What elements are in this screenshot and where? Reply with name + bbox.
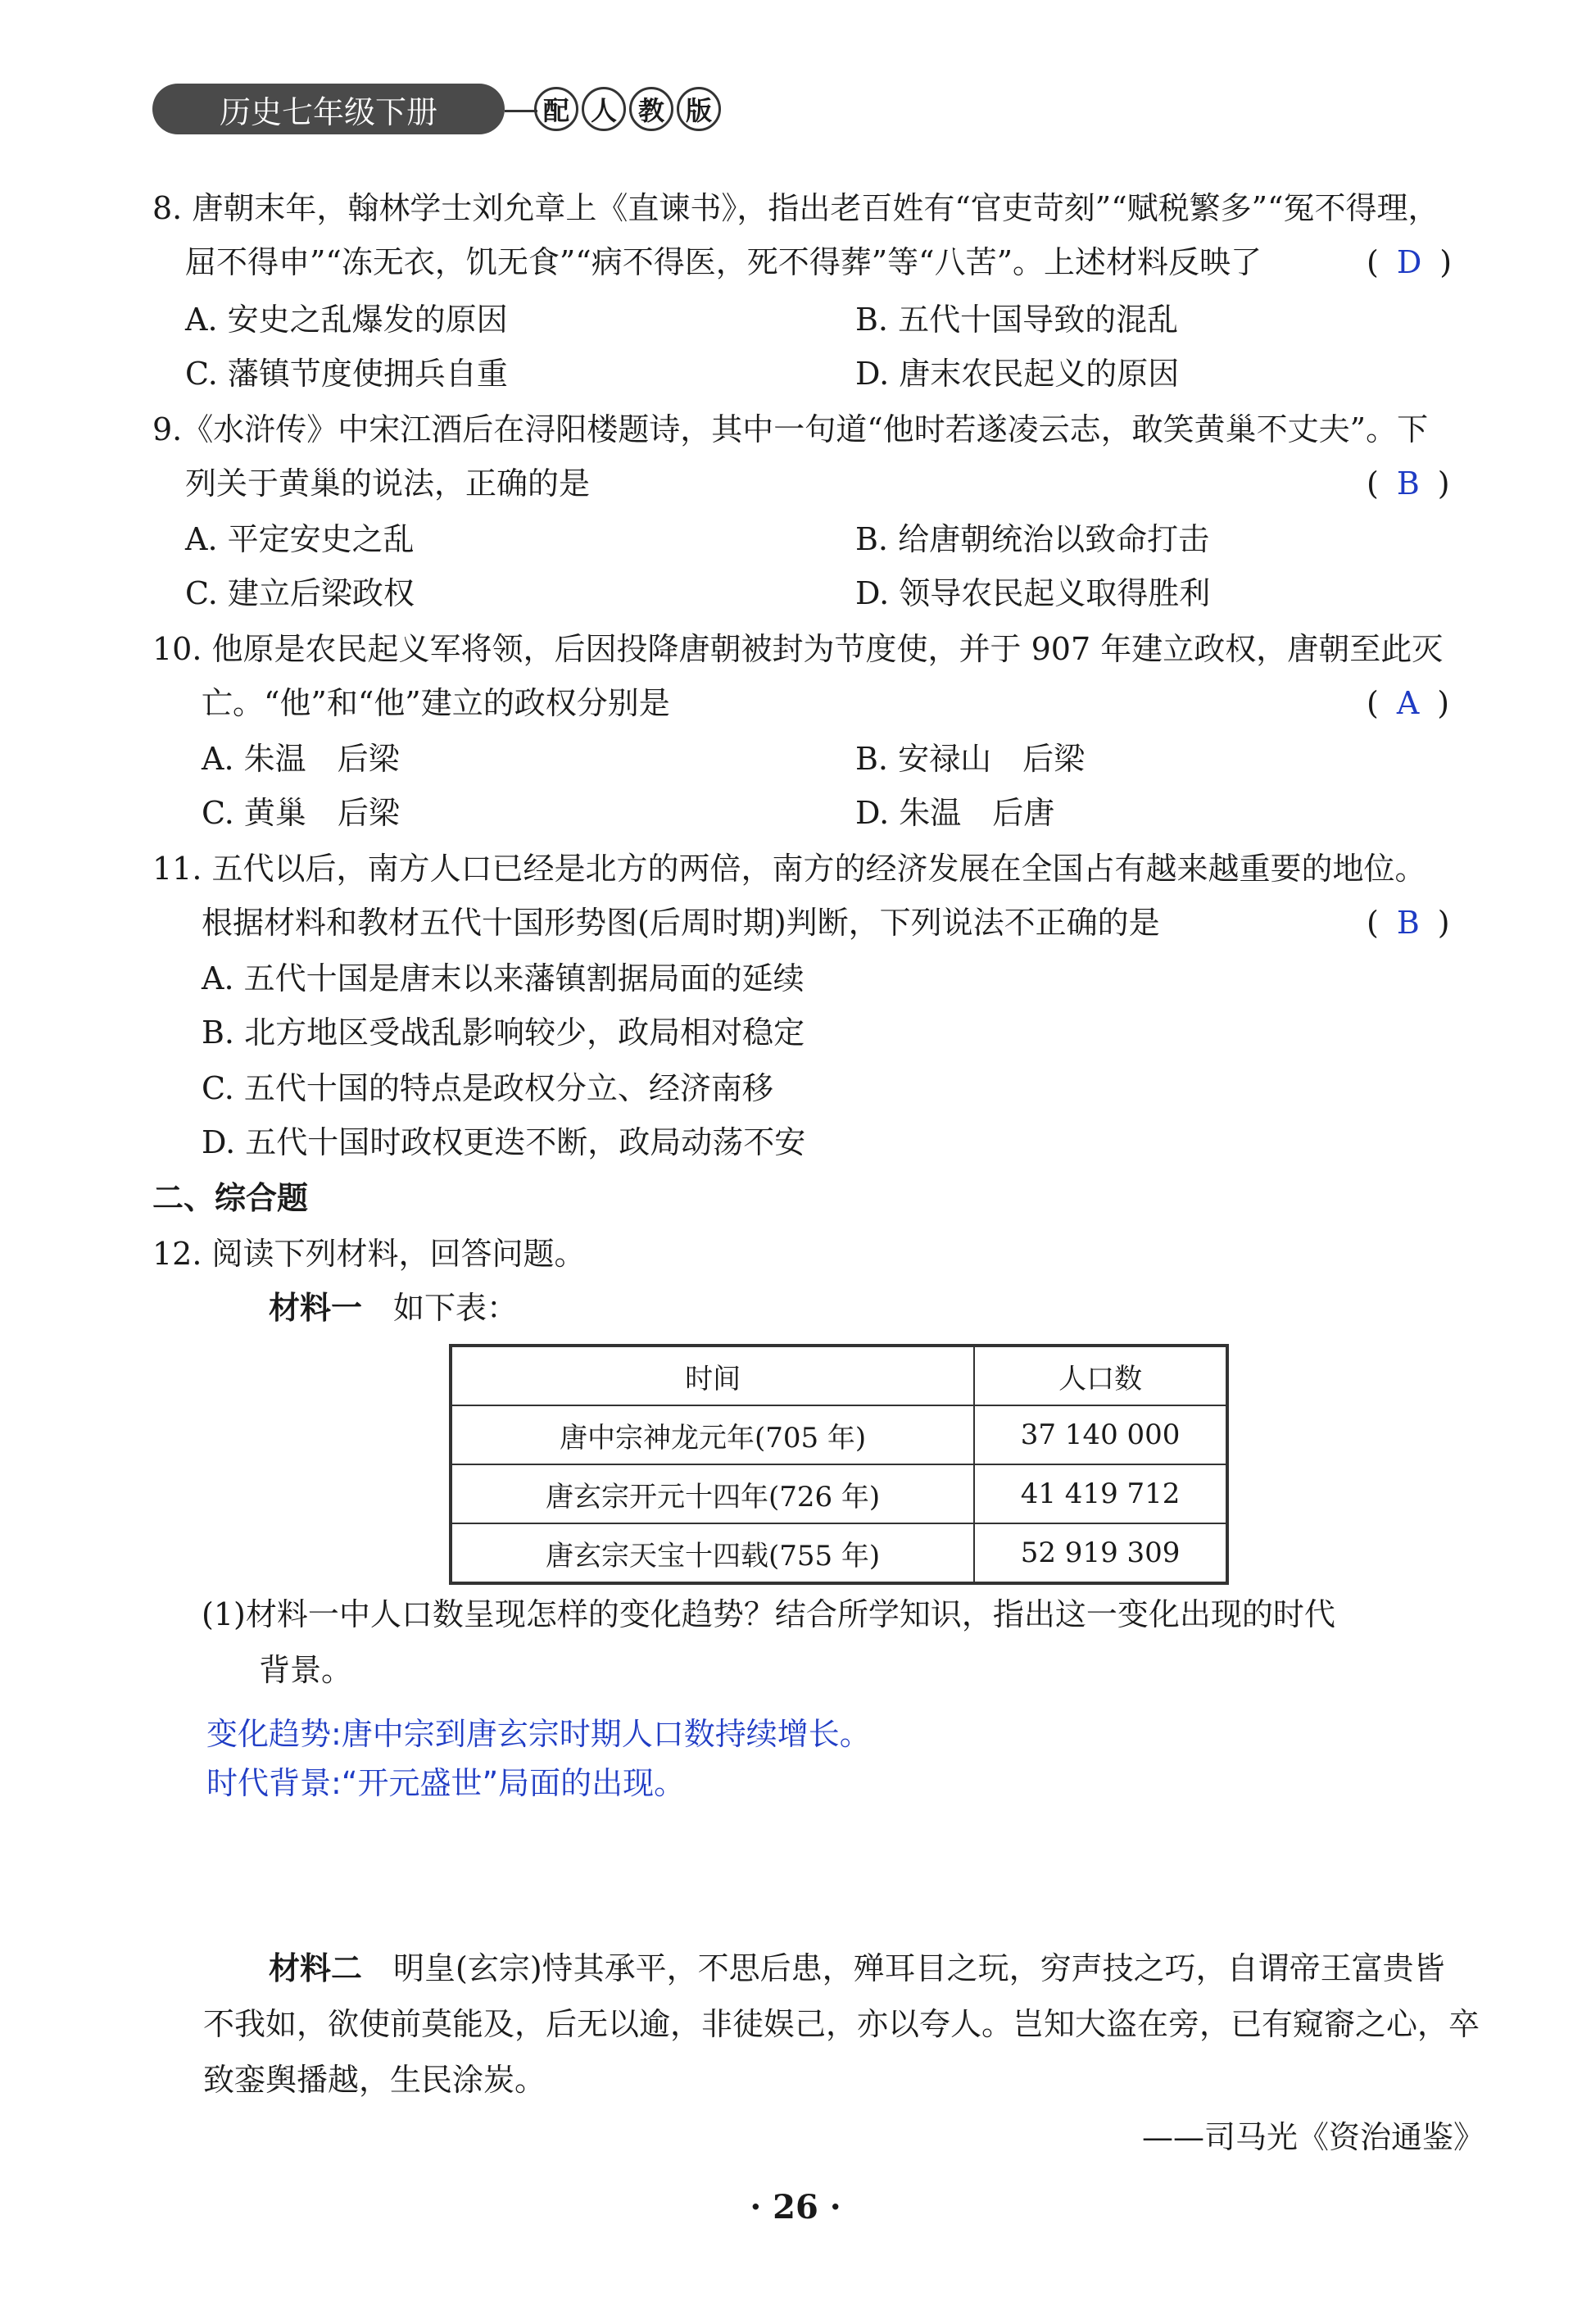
table-cell-population: 37 140 000 xyxy=(974,1405,1227,1464)
q8-option-d: D. 唐末农民起义的原因 xyxy=(855,356,1180,392)
q9-option-b: B. 给唐朝统治以致命打击 xyxy=(855,521,1210,557)
q12-sub1-line2: 背景。 xyxy=(259,1652,353,1688)
material1 xyxy=(269,1290,518,1328)
q9-answer: ( B ) xyxy=(1367,465,1450,502)
q11-line1: 11. 五代以后，南方人口已经是北方的两倍，南方的经济发展在全国占有越来越重要的地位。 xyxy=(152,851,1426,887)
q11-option-c: C. 五代十国的特点是政权分立、经济南移 xyxy=(202,1070,773,1106)
q10-answer-letter: A xyxy=(1396,685,1420,721)
header-badges xyxy=(534,87,721,131)
q11-line2: 根据材料和教材五代十国形势图(后周时期)判断，下列说法不正确的是 xyxy=(202,905,1160,941)
table-row xyxy=(451,1405,1227,1464)
q10-line1: 10. 他原是农民起义军将领，后因投降唐朝被封为节度使，并于 907 年建立政权，唐朝至此灭 xyxy=(152,631,1444,667)
table-header-row xyxy=(451,1346,1227,1405)
q10-option-a: A. 朱温 后梁 xyxy=(202,741,400,777)
q10-option-d: D. 朱温 后唐 xyxy=(855,795,1055,831)
q10-answer: ( A ) xyxy=(1367,685,1450,721)
q9-line2: 列关于黄巢的说法，正确的是 xyxy=(185,465,591,502)
q11-answer-letter: B xyxy=(1396,905,1420,941)
material2-line1: 明皇(玄宗)恃其承平，不思后患，殚耳目之玩，穷声技之巧，自谓帝王富贵皆 xyxy=(393,1950,1445,1986)
table-header-time: 时间 xyxy=(451,1346,974,1405)
q12-answer-line1: 变化趋势:唐中宗到唐玄宗时期人口数持续增长。 xyxy=(206,1716,871,1752)
q9-option-c: C. 建立后梁政权 xyxy=(185,575,415,611)
q8-answer-letter: D xyxy=(1396,244,1422,280)
table-header-population: 人口数 xyxy=(974,1346,1227,1405)
material1-text: 如下表： xyxy=(393,1290,519,1326)
q11-answer: ( B ) xyxy=(1367,905,1450,941)
header-connector xyxy=(505,110,537,112)
section-title: 二、综合题 xyxy=(152,1180,309,1216)
badge-2: 人 xyxy=(582,87,626,131)
q8-option-a: A. 安史之乱爆发的原因 xyxy=(185,302,508,338)
population-table xyxy=(449,1344,1229,1585)
q9-line1: 9.《水浒传》中宋江酒后在浔阳楼题诗，其中一句道“他时若遂凌云志，敢笑黄巢不丈夫”。下 xyxy=(152,411,1429,447)
q10-option-c: C. 黄巢 后梁 xyxy=(202,795,400,831)
q11-option-b: B. 北方地区受战乱影响较少，政局相对稳定 xyxy=(202,1014,805,1051)
badge-1: 配 xyxy=(534,87,578,131)
q9-answer-letter: B xyxy=(1396,465,1420,502)
q12-stem: 12. 阅读下列材料，回答问题。 xyxy=(152,1236,586,1272)
q10-option-b: B. 安禄山 后梁 xyxy=(855,741,1086,777)
q8-answer: ( D ) xyxy=(1367,244,1453,280)
header-title: 历史七年级下册 xyxy=(152,84,505,134)
q8-option-b: B. 五代十国导致的混乱 xyxy=(855,302,1179,338)
material2-source: ——司马光《资治通鉴》 xyxy=(1142,2119,1485,2155)
q8-line1: 8. 唐朝末年，翰林学士刘允章上《直谏书》，指出老百姓有“官吏苛刻”“赋税繁多”“冤不得理， xyxy=(152,190,1439,226)
table-row xyxy=(451,1523,1227,1583)
table-cell-time: 唐玄宗天宝十四载(755 年) xyxy=(451,1523,974,1583)
badge-3: 教 xyxy=(629,87,673,131)
q11-option-a: A. 五代十国是唐末以来藩镇割据局面的延续 xyxy=(202,960,805,996)
table-cell-population: 52 919 309 xyxy=(974,1523,1227,1583)
material1-label: 材料一 xyxy=(269,1290,363,1326)
table-cell-population: 41 419 712 xyxy=(974,1464,1227,1523)
material2-line2: 不我如，欲使前莫能及，后无以逾，非徒娱己，亦以夸人。岂知大盗在旁，已有窥窬之心，卒 xyxy=(203,2006,1480,2042)
q8-option-c: C. 藩镇节度使拥兵自重 xyxy=(185,356,508,392)
material2-label: 材料二 xyxy=(269,1950,363,1986)
badge-4: 版 xyxy=(677,87,721,131)
material2-first xyxy=(269,1950,1445,1988)
q11-option-d: D. 五代十国时政权更迭不断，政局动荡不安 xyxy=(202,1124,806,1160)
material2-line3: 致銮舆播越，生民涂炭。 xyxy=(203,2062,546,2098)
q10-line2: 亡。“他”和“他”建立的政权分别是 xyxy=(202,685,670,721)
q8-line2: 屈不得申”“冻无衣，饥无食”“病不得医，死不得葬”等“八苦”。上述材料反映了 xyxy=(185,244,1262,280)
q9-option-a: A. 平定安史之乱 xyxy=(185,521,415,557)
q12-sub1-line1: (1)材料一中人口数呈现怎样的变化趋势？结合所学知识，指出这一变化出现的时代 xyxy=(202,1596,1335,1632)
table-cell-time: 唐中宗神龙元年(705 年) xyxy=(451,1405,974,1464)
page-number: · 26 · xyxy=(750,2188,841,2226)
q12-answer-line2: 时代背景:“开元盛世”局面的出现。 xyxy=(206,1765,686,1801)
table-cell-time: 唐玄宗开元十四年(726 年) xyxy=(451,1464,974,1523)
table-row xyxy=(451,1464,1227,1523)
q9-option-d: D. 领导农民起义取得胜利 xyxy=(855,575,1211,611)
